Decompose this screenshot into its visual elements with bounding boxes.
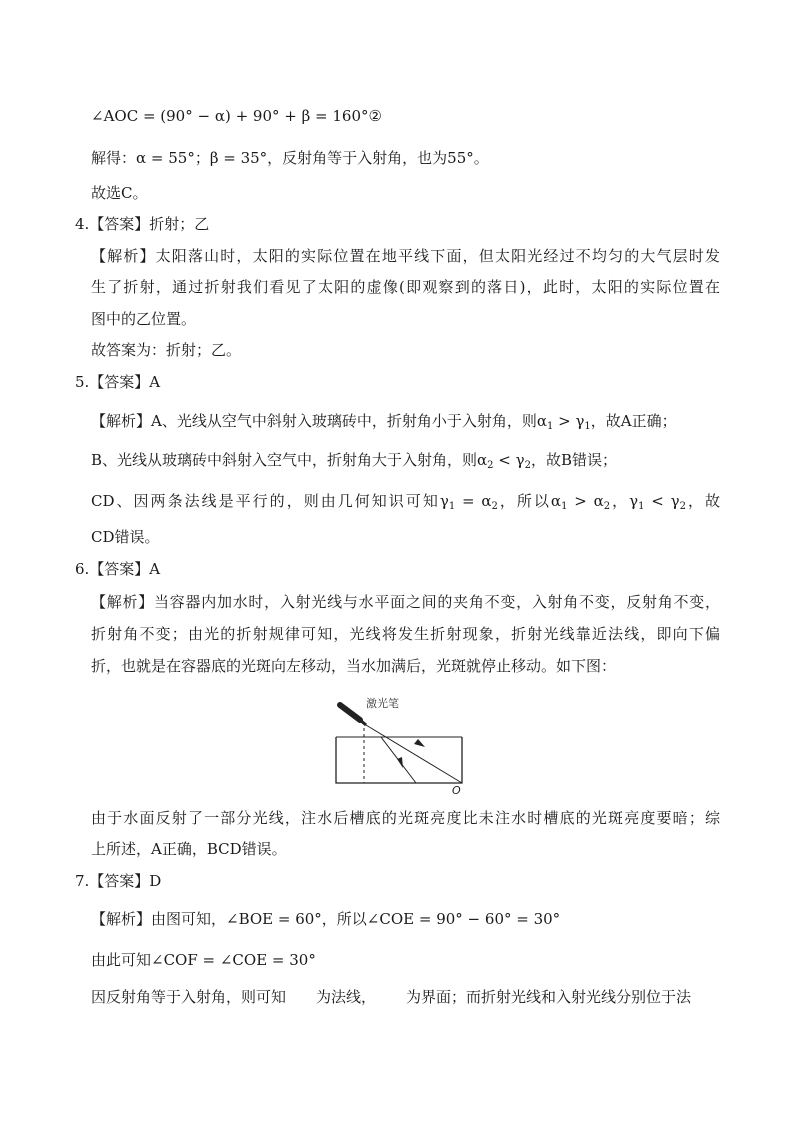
q7-analysis-2: 由此可知∠COF = ∠COE = 30° [91,951,316,969]
q6-analysis-4: 由于水面反射了一部分光线，注水后槽底的光斑亮度比未注水时槽底的光斑亮度要暗；综 [91,809,720,827]
q4-analysis-2: 生了折射，通过折射我们看见了太阳的虚像(即观察到的落日)，此时，太阳的实际位置在 [91,278,720,296]
solution-line: 解得：α = 55°；β = 35°，反射角等于入射角，也为55°。 [91,149,489,167]
q5-answer: 5.【答案】A [75,373,161,391]
q4-conclusion: 故答案为：折射；乙。 [91,341,242,359]
q5-analysis-cd: CD、因两条法线是平行的，则由几何知识可知$\gamma_1 = \alpha_2$，所以$\alpha_1 > \alpha_2$，$\gamma_1 < \gamma_2$，故 [91,492,720,512]
q6-analysis-3: 折，也就是在容器底的光斑向左移动，当水加满后，光斑就停止移动。如下图： [91,657,617,675]
q6-answer: 6.【答案】A [75,560,161,578]
laser-pen-label: 激光笔 [366,697,399,710]
q4-answer: 4.【答案】折射；乙 [75,215,210,233]
q5-analysis-a: 【解析】A、光线从空气中斜射入玻璃砖中，折射角小于入射角，则$\alpha_1 > \gamma_1$，故A正确； [91,412,677,432]
q5-analysis-b: B、光线从玻璃砖中斜射入空气中，折射角大于入射角，则$\alpha_2 < \gamma_2$，故B错误； [91,451,618,471]
q4-analysis-3: 图中的乙位置。 [91,310,197,328]
q6-analysis-2: 折射角不变；由光的折射规律可知，光线将发生折射现象，折射光线靠近法线，即向下偏 [91,625,720,643]
choice-line: 故选C。 [91,184,148,202]
q7-analysis-3: 因反射角等于入射角，则可知 为法线， 为界面；而折射光线和入射光线分别位于法 [91,988,692,1006]
q4-analysis-1: 【解析】太阳落山时，太阳的实际位置在地平线下面，但太阳光经过不均匀的大气层时发 [91,247,720,265]
q5-analysis-cd-end: CD错误。 [91,528,160,546]
q7-analysis-1: 【解析】由图可知，∠BOE = 60°，所以∠COE = 90° − 60° = 30° [91,910,561,928]
refracted-arrow [397,757,403,768]
laser-pen-tip [360,720,366,725]
ray-arrow [414,739,425,747]
point-o-label: O [452,784,461,796]
equation-line: ∠AOC = (90° − α) + 90° + β = 160°② [91,107,382,125]
q7-answer: 7.【答案】D [75,872,162,890]
incident-ray [366,725,462,783]
q6-analysis-5: 上所述，A正确，BCD错误。 [91,840,287,858]
q6-analysis-1: 【解析】当容器内加水时，入射光线与水平面之间的夹角不变，入射角不变，反射角不变， [91,593,720,611]
laser-pen-icon [340,705,360,720]
laser-diagram [330,690,470,796]
